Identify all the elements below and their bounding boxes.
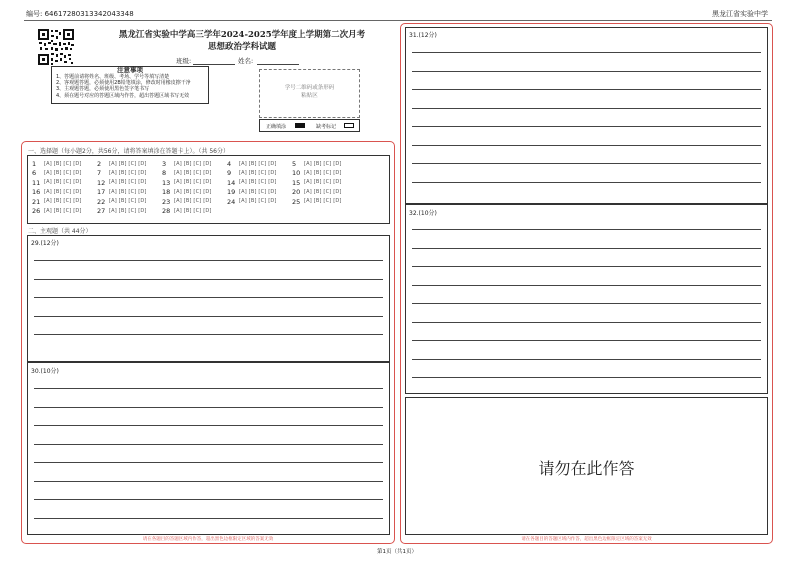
answer-line [412, 340, 761, 341]
answer-line [34, 388, 383, 389]
answer-line [34, 481, 383, 482]
page-number: 第1页（共1页） [377, 549, 417, 555]
q32-label: 32.(10分) [409, 210, 437, 217]
barcode-label: 学号二维码或条形码 [284, 85, 335, 91]
header-divider [24, 20, 772, 21]
exam-subtitle: 思想政治学科试题 [207, 42, 276, 52]
answer-line [412, 248, 761, 249]
mcq-question-number: 5 [292, 160, 297, 168]
mcq-options[interactable]: [A] [B] [C] [D] [109, 188, 147, 195]
barcode-area [259, 69, 360, 118]
mcq-options[interactable]: [A] [B] [C] [D] [109, 179, 147, 186]
answer-line [412, 322, 761, 323]
mcq-question-number: 28 [162, 207, 171, 215]
mcq-question-number: 19 [227, 188, 236, 197]
answer-line [34, 316, 383, 317]
mcq-question-number: 2 [97, 160, 102, 168]
answer-line [412, 229, 761, 230]
no-answer-text: 请勿在此作答 [538, 459, 635, 478]
mcq-options[interactable]: [A] [B] [C] [D] [304, 179, 342, 186]
answer-line [34, 425, 383, 426]
mcq-options[interactable]: [A] [B] [C] [D] [304, 160, 342, 167]
exam-id: 编号: 64617280313342043348 [26, 10, 134, 18]
q30-label: 30.(10分) [31, 368, 59, 375]
mcq-options[interactable]: [A] [B] [C] [D] [174, 188, 212, 195]
q29-answer-box[interactable] [27, 235, 390, 362]
answer-line [412, 163, 761, 164]
notice-item: 3、主观题答题，必须使用黑色签字笔书写 [56, 86, 150, 93]
mcq-question-number: 21 [32, 197, 41, 206]
answer-line [412, 89, 761, 90]
mcq-question-number: 16 [32, 188, 41, 197]
exam-title: 黑龙江省实验中学高三学年2024-2025学年度上学期第二次月考 [118, 30, 366, 40]
answer-line [34, 407, 383, 408]
answer-line [412, 71, 761, 72]
mcq-options[interactable]: [A] [B] [C] [D] [109, 207, 147, 214]
mcq-options[interactable]: [A] [B] [C] [D] [44, 207, 82, 214]
mcq-question-number: 8 [162, 169, 167, 178]
q29-label: 29.(12分) [31, 240, 59, 247]
filled-mark-icon [295, 123, 305, 128]
mcq-options[interactable]: [A] [B] [C] [D] [304, 169, 342, 176]
barcode-label-2: 粘贴区 [301, 93, 318, 99]
missing-label: 缺考标记 [316, 124, 337, 130]
mcq-options[interactable]: [A] [B] [C] [D] [44, 169, 82, 176]
no-answer-area [405, 397, 768, 535]
footer-warning-left: 请在各题目的答题区域内作答，超出黑色边框限定区域的答案无效 [142, 537, 274, 542]
mcq-options[interactable]: [A] [B] [C] [D] [174, 179, 212, 186]
mcq-question-number: 25 [292, 197, 301, 206]
mcq-options[interactable]: [A] [B] [C] [D] [174, 198, 212, 205]
mcq-options[interactable]: [A] [B] [C] [D] [44, 160, 82, 167]
notice-title: 注意事项 [117, 66, 143, 74]
notice-item: 4、须在题号对应的答题区域内作答，超出答题区域书写无效 [56, 92, 190, 99]
mcq-question-number: 11 [32, 178, 41, 187]
mcq-question-number: 15 [292, 178, 301, 187]
answer-line [412, 108, 761, 109]
mcq-options[interactable]: [A] [B] [C] [D] [304, 188, 342, 195]
mcq-question-number: 26 [32, 207, 41, 215]
answer-line [34, 260, 383, 261]
mcq-question-number: 23 [162, 197, 171, 206]
mcq-options[interactable]: [A] [B] [C] [D] [239, 160, 277, 167]
qr-code-icon [37, 28, 75, 66]
mcq-question-number: 6 [32, 169, 37, 178]
mcq-options[interactable]: [A] [B] [C] [D] [239, 188, 277, 195]
section2-title: 二、主观题（共 44分） [28, 228, 92, 235]
mcq-options[interactable]: [A] [B] [C] [D] [109, 169, 147, 176]
mcq-question-number: 12 [97, 178, 106, 187]
answer-line [34, 462, 383, 463]
mcq-options[interactable]: [A] [B] [C] [D] [174, 160, 212, 167]
mcq-question-number: 24 [227, 197, 236, 206]
mcq-question-number: 18 [162, 188, 171, 197]
answer-line [34, 334, 383, 335]
school-name-header: 黑龙江省实验中学 [712, 10, 768, 18]
mcq-options[interactable]: [A] [B] [C] [D] [109, 198, 147, 205]
mcq-options[interactable]: [A] [B] [C] [D] [44, 188, 82, 195]
mcq-options[interactable]: [A] [B] [C] [D] [44, 198, 82, 205]
answer-line [412, 285, 761, 286]
mcq-question-number: 10 [292, 169, 301, 178]
q31-label: 31.(12分) [409, 32, 437, 39]
mcq-question-number: 17 [97, 188, 106, 197]
answer-line [34, 279, 383, 280]
answer-line [34, 297, 383, 298]
mcq-options[interactable]: [A] [B] [C] [D] [239, 169, 277, 176]
mcq-question-number: 27 [97, 207, 106, 215]
mcq-options[interactable]: [A] [B] [C] [D] [109, 160, 147, 167]
mcq-options[interactable]: [A] [B] [C] [D] [239, 198, 277, 205]
class-field[interactable] [193, 64, 235, 65]
mcq-options[interactable]: [A] [B] [C] [D] [239, 179, 277, 186]
notice-item: 2、客观题答题，必须使用2B铅笔填涂，修改时用橡皮擦干净 [56, 80, 191, 87]
mcq-options[interactable]: [A] [B] [C] [D] [304, 198, 342, 205]
mcq-options[interactable]: [A] [B] [C] [D] [44, 179, 82, 186]
answer-line [34, 518, 383, 519]
mcq-question-number: 9 [227, 169, 232, 178]
footer-warning-right: 请在各题目的答题区域内作答，超出黑色边框限定区域的答案无效 [521, 537, 652, 542]
name-field[interactable] [257, 64, 299, 65]
section1-title: 一、选择题（每小题2分，共56分，请将答案填涂在答题卡上）。（共 56分） [28, 148, 229, 155]
answer-line [412, 52, 761, 53]
missing-mark-checkbox[interactable] [344, 123, 354, 128]
mcq-question-number: 14 [227, 178, 236, 187]
mcq-options[interactable]: [A] [B] [C] [D] [174, 169, 212, 176]
answer-line [412, 359, 761, 360]
answer-line [412, 145, 761, 146]
class-label: 班级: [176, 57, 192, 65]
q32-answer-box[interactable] [405, 204, 768, 394]
fill-legend [259, 119, 360, 132]
answer-line [412, 126, 761, 127]
mcq-question-number: 20 [292, 188, 301, 197]
answer-line [412, 182, 761, 183]
mcq-question-number: 13 [162, 178, 171, 187]
answer-line [412, 266, 761, 267]
answer-line [34, 499, 383, 500]
mcq-question-number: 4 [227, 160, 232, 168]
notice-item: 1、答题前请将姓名、班级、考场、学号等填写清楚 [56, 74, 170, 80]
mcq-question-number: 7 [97, 169, 102, 178]
name-label: 姓名: [238, 57, 254, 65]
mcq-question-number: 3 [162, 160, 167, 168]
answer-line [412, 377, 761, 378]
answer-line [412, 303, 761, 304]
mcq-options[interactable]: [A] [B] [C] [D] [174, 207, 212, 214]
q31-answer-box[interactable] [405, 27, 768, 204]
filled-label: 正确填涂 [266, 124, 287, 130]
mcq-question-number: 1 [32, 160, 37, 168]
mcq-grid [32, 160, 387, 220]
notice-box [51, 66, 209, 104]
answer-line [34, 444, 383, 445]
mcq-question-number: 22 [97, 197, 106, 206]
